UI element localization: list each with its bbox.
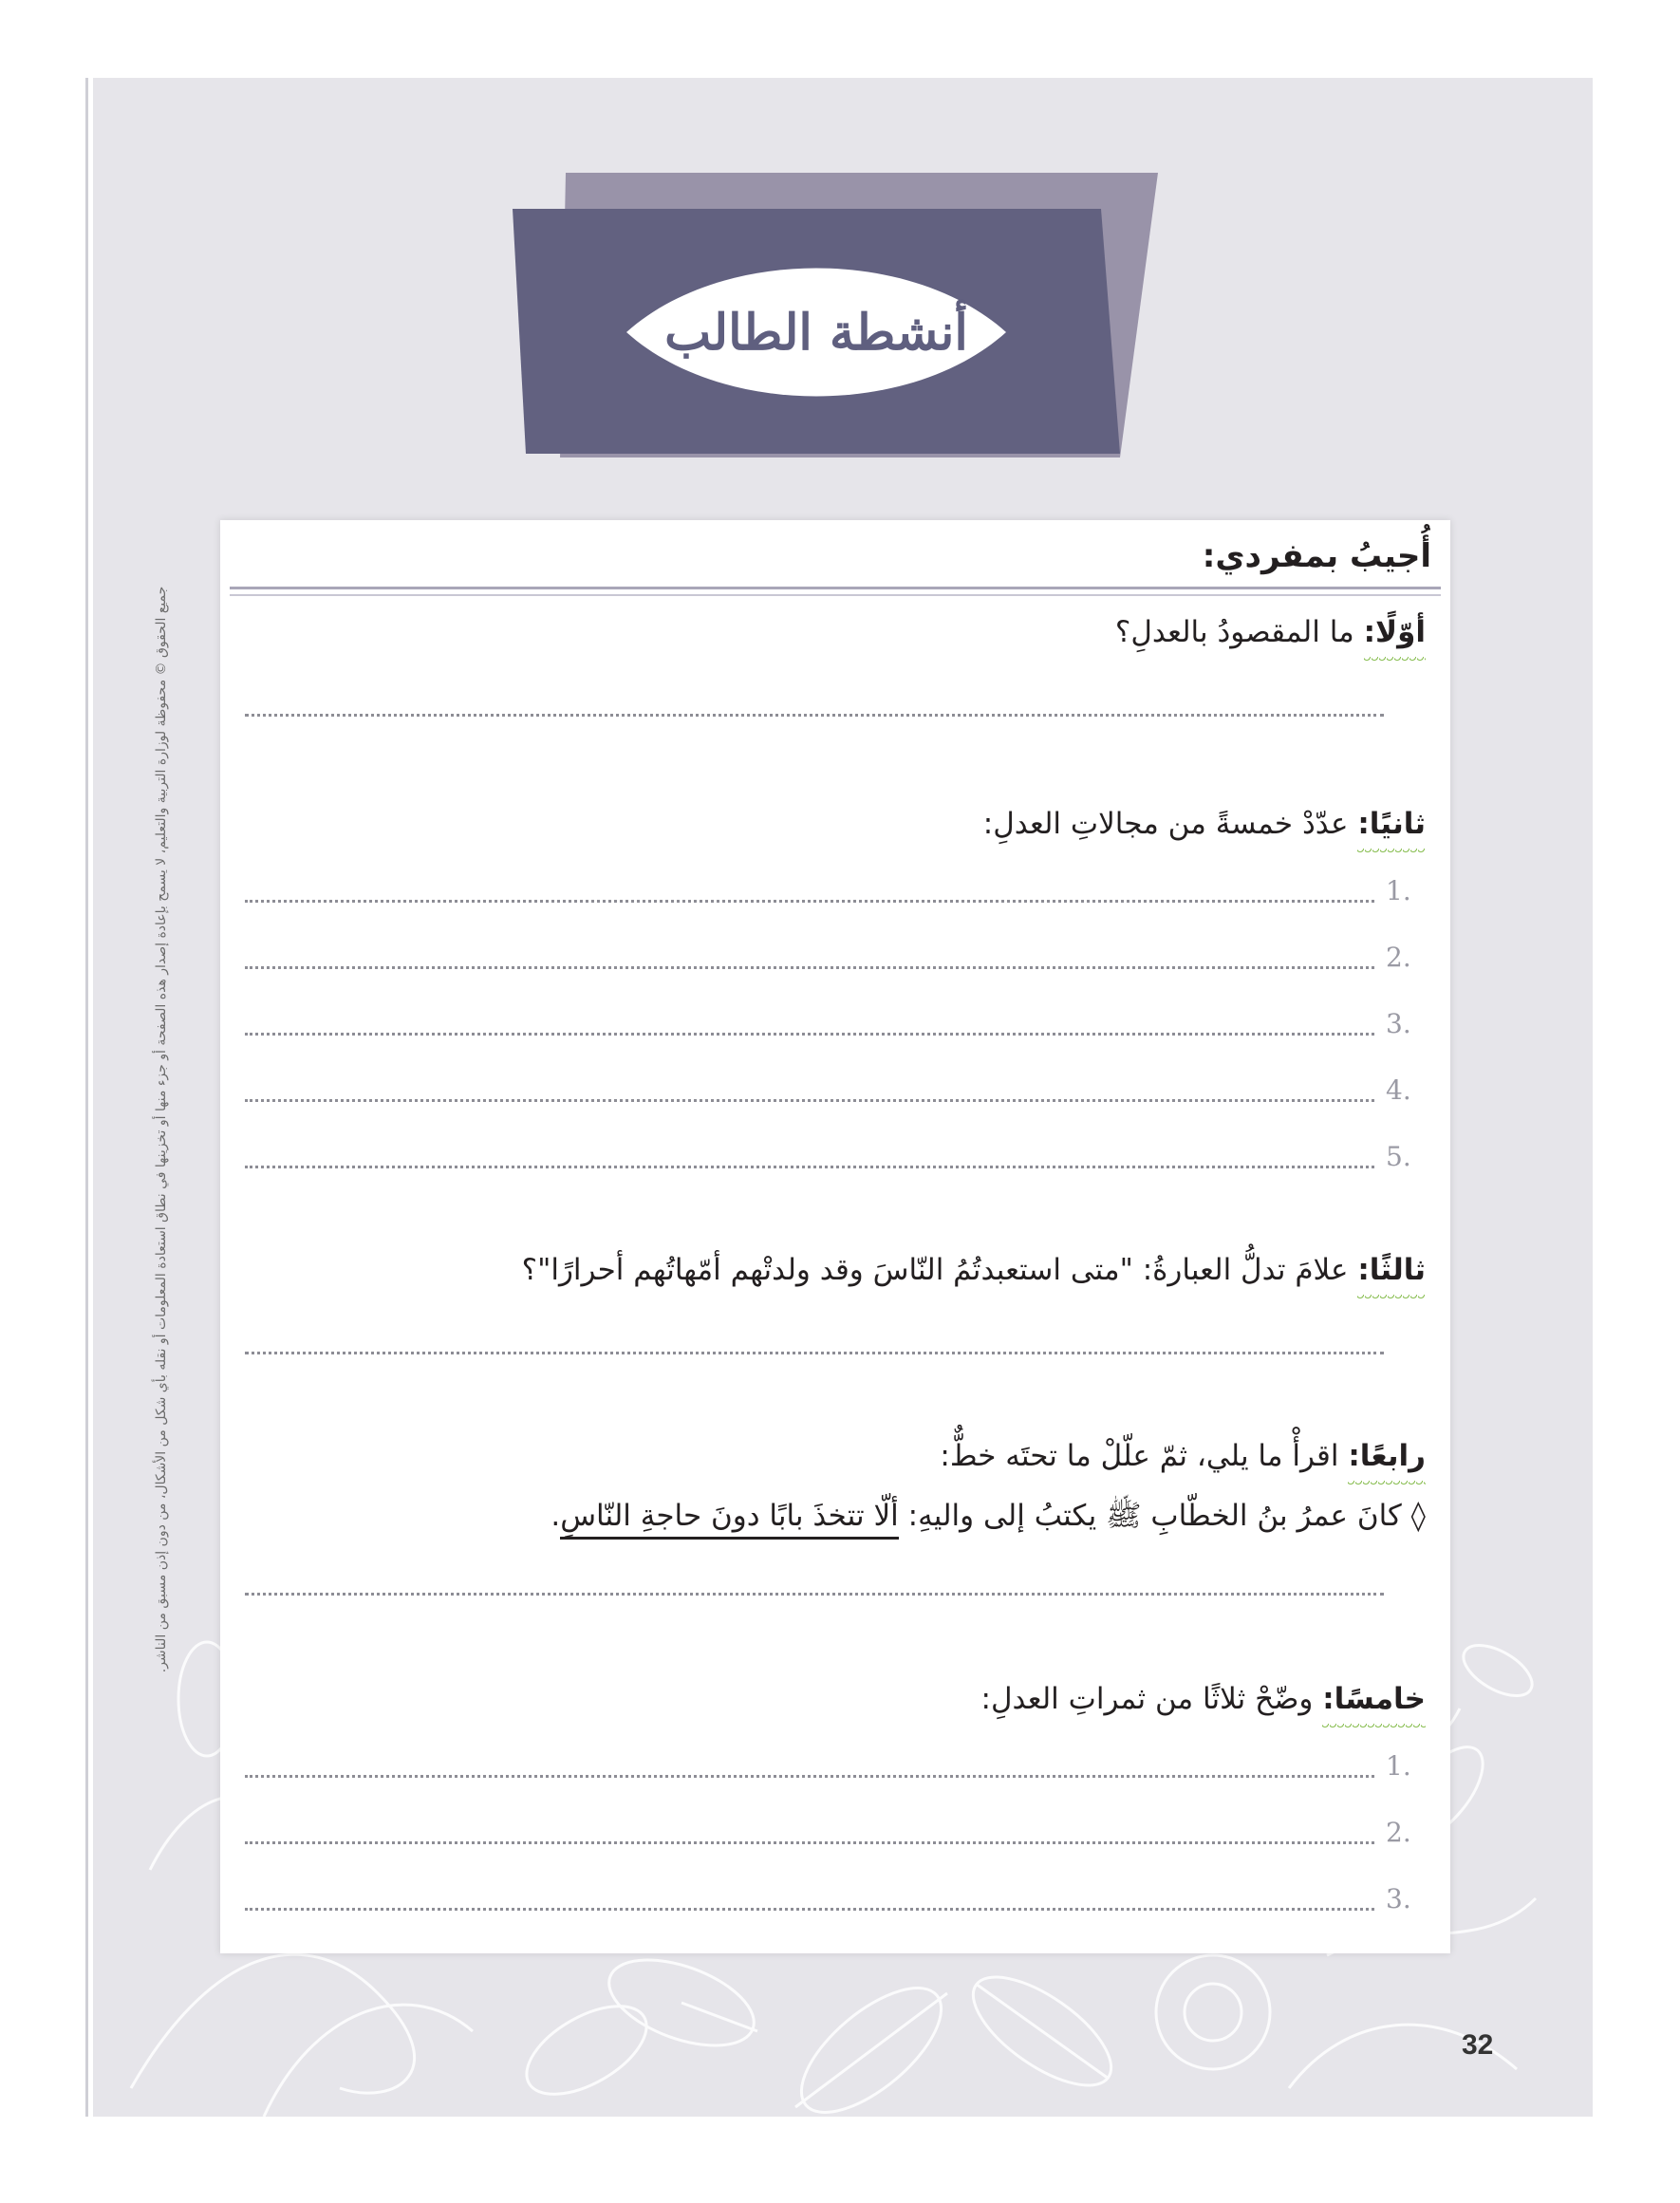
question-1 <box>1115 615 1426 649</box>
question-5-text: وضّحْ ثلاثًا من ثمراتِ العدلِ: <box>980 1682 1323 1716</box>
question-3-label: ثالثًا: <box>1357 1253 1426 1287</box>
heading-rule <box>230 587 1441 589</box>
diamond-bullet-icon: ◊ <box>1410 1499 1426 1533</box>
answer-line-5-3[interactable] <box>245 1908 1374 1911</box>
heading-rule-thin <box>230 594 1441 596</box>
left-margin-rule <box>85 78 88 2117</box>
answer-line-2-2[interactable] <box>245 966 1374 969</box>
answer-line-4[interactable] <box>245 1593 1384 1596</box>
answer-line-3[interactable] <box>245 1352 1384 1354</box>
answer-line-2-3[interactable] <box>245 1033 1374 1036</box>
question-5-label: خامسًا: <box>1322 1682 1426 1716</box>
item-number: 2. <box>1386 942 1411 973</box>
quote-end: . <box>551 1499 561 1533</box>
page-number: 32 <box>1462 2029 1494 2061</box>
card-heading: أُجيبُ بمفردي: <box>1202 537 1431 575</box>
quote-text: كانَ عمرُ بنُ الخطّابِ ﷺ يكتبُ إلى واليهِ: <box>898 1499 1411 1533</box>
item-number: 1. <box>1386 1750 1411 1782</box>
question-2 <box>983 807 1426 841</box>
question-1-text: ما المقصودُ بالعدلِ؟ <box>1114 615 1364 649</box>
question-5 <box>981 1682 1426 1716</box>
question-4-label: رابعًا: <box>1348 1439 1426 1473</box>
answer-line-1[interactable] <box>245 714 1384 717</box>
question-3 <box>522 1253 1426 1287</box>
answer-line-2-5[interactable] <box>245 1166 1374 1168</box>
quote-underlined-text: ألّا تتخذَ بابًا دونَ حاجةِ النّاسِ <box>560 1499 899 1540</box>
question-1-label: أوّلًا: <box>1363 615 1426 649</box>
item-number: 4. <box>1386 1074 1411 1106</box>
question-4-quote <box>551 1498 1426 1540</box>
banner-title: أنشطة الطالب <box>664 303 968 362</box>
answer-line-2-1[interactable] <box>245 900 1374 903</box>
activities-card <box>220 520 1450 1953</box>
item-number: 2. <box>1386 1817 1411 1848</box>
question-4-text: اقرأْ ما يلي، ثمّ علّلْ ما تحتَه خطٌّ: <box>940 1439 1349 1473</box>
item-number: 3. <box>1386 1008 1411 1039</box>
answer-line-5-2[interactable] <box>245 1841 1374 1844</box>
item-number: 1. <box>1386 875 1411 906</box>
question-3-text: علامَ تدلُّ العبارةُ: "متى استعبدتُمُ النّاسَ وقد ولدتْهم أمّهاتُهم أحرارًا"؟ <box>521 1253 1358 1287</box>
question-4 <box>940 1439 1426 1473</box>
answer-line-2-4[interactable] <box>245 1099 1374 1102</box>
question-2-text: عدّدْ خمسةً من مجالاتِ العدلِ: <box>982 807 1358 841</box>
copyright-note: جميع الحقوق © محفوظة لوزارة التربية والتعليم، لا يسمح بإعادة إصدار هذه الصفحة أو جزء منها أو تخزينها في نطاق استعادة المعلومات أو نقله بأي شكل من الأشكال، من دون إذن مسبق من الناشر. <box>154 586 169 1673</box>
item-number: 3. <box>1386 1883 1411 1914</box>
item-number: 5. <box>1386 1141 1411 1172</box>
question-2-label: ثانيًا: <box>1357 807 1426 841</box>
answer-line-5-1[interactable] <box>245 1775 1374 1778</box>
